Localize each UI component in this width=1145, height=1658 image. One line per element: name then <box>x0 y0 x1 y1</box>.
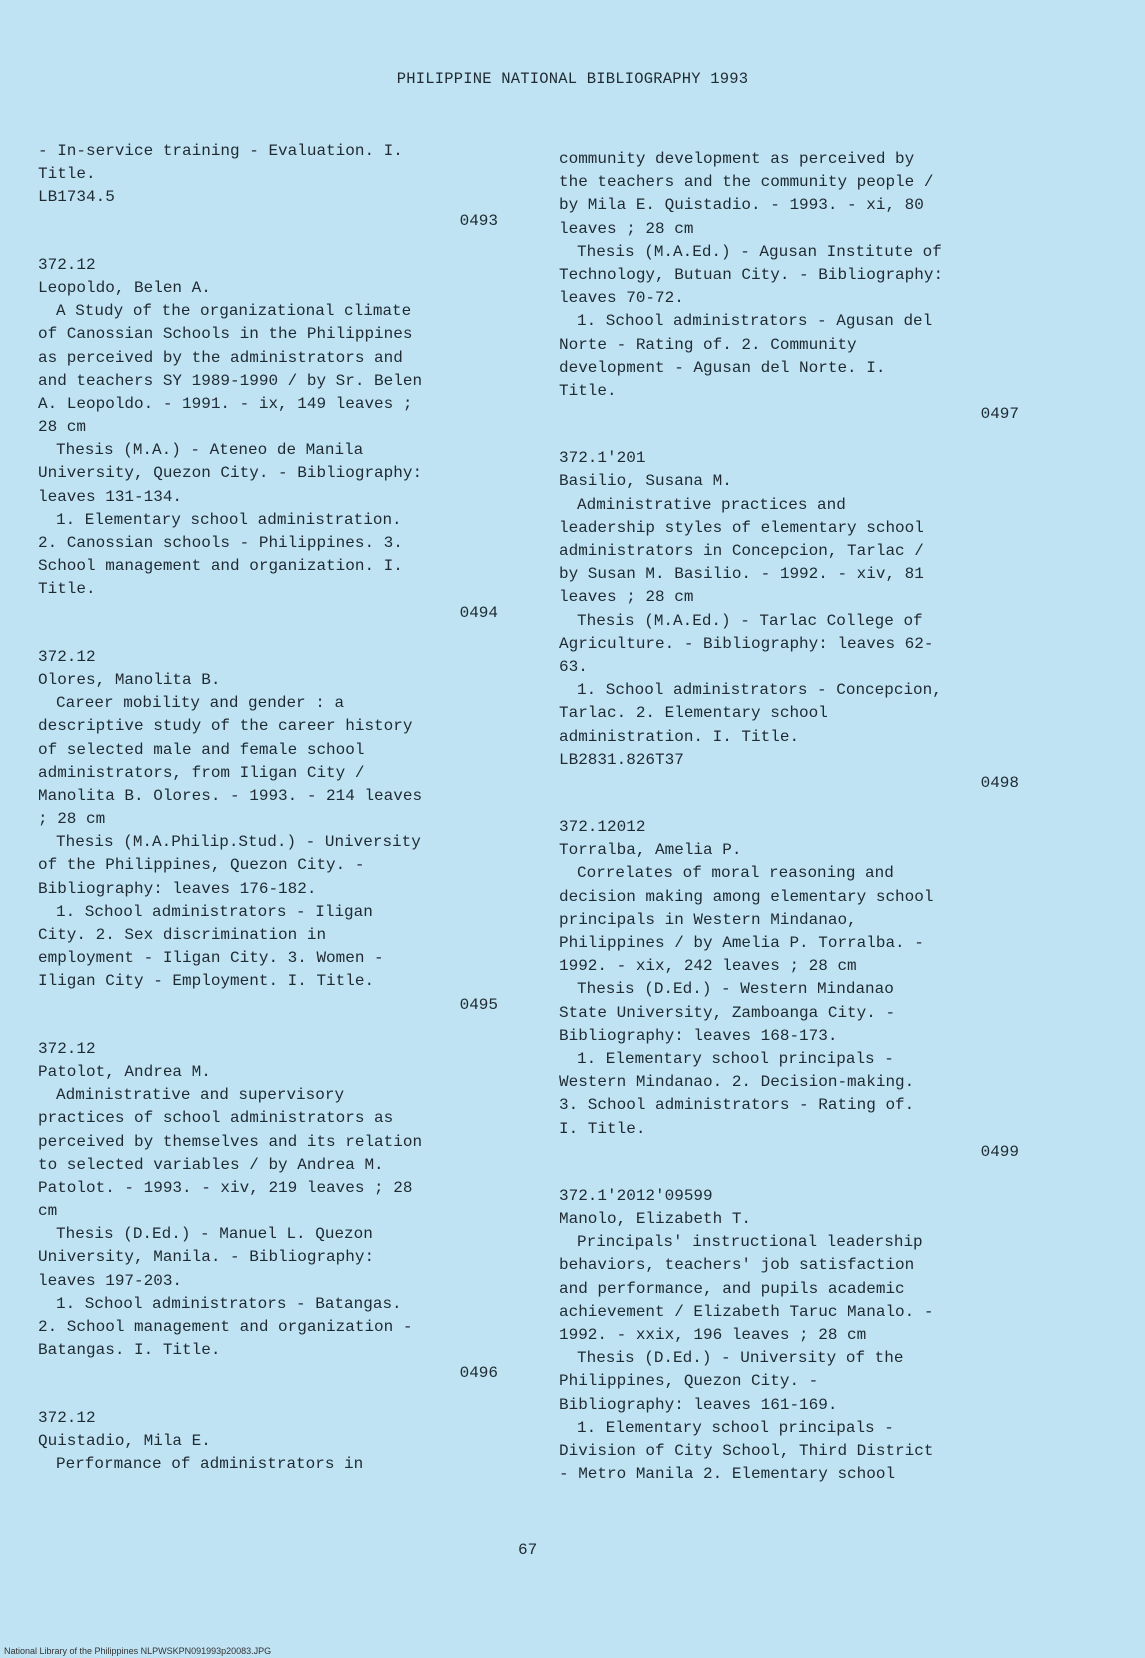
bibliography-entry <box>559 447 1039 795</box>
title-line: Philippines / by Amelia P. Torralba. - <box>559 934 924 952</box>
class-number: 372.12 <box>38 1039 96 1058</box>
fragment-line: LB1734.5 <box>38 188 115 207</box>
title-line: by Susan M. Basilio. - 1992. - xiv, 81 <box>559 565 924 584</box>
title-line: to selected variables / by Andrea M. <box>38 1155 384 1174</box>
thesis-note: Technology, Butuan City. - Bibliography: <box>559 265 944 284</box>
title-line: of Canossian Schools in the Philippines <box>38 325 413 344</box>
class-number: 372.12012 <box>559 818 646 837</box>
title-line: the teachers and the community people / <box>559 173 934 192</box>
class-number: 372.12 <box>38 255 96 274</box>
class-number: 372.1'2012'09599 <box>559 1186 713 1205</box>
continued-entry-fragment <box>38 140 518 233</box>
subject-headings: Norte - Rating of. 2. Community <box>559 335 857 354</box>
title-line: Patolot. - 1993. - xiv, 219 leaves ; 28 <box>38 1178 413 1197</box>
title-line: Performance of administrators in <box>56 1454 364 1473</box>
bibliography-entry <box>38 1038 518 1386</box>
thesis-note: University, Manila. - Bibliography: <box>38 1248 375 1267</box>
class-number: 372.12 <box>38 1408 96 1427</box>
subject-headings: 1. School administrators - Batangas. <box>56 1294 402 1313</box>
entry-number: 0496 <box>459 1364 498 1383</box>
continued-entry-fragment <box>559 148 1039 426</box>
thesis-note: Bibliography: leaves 168-173. <box>559 1026 838 1045</box>
thesis-note: Thesis (M.A.Ed.) - Tarlac College of <box>577 611 923 630</box>
entry-number: 0497 <box>980 405 1019 424</box>
call-number: LB2831.826T37 <box>559 750 684 769</box>
fragment-line: Title. <box>38 165 96 184</box>
page-header: PHILIPPINE NATIONAL BIBLIOGRAPHY 1993 <box>396 70 749 88</box>
subject-headings: 1. Elementary school principals - <box>577 1049 894 1068</box>
thesis-note: Thesis (D.Ed.) - Western Mindanao <box>577 980 894 999</box>
subject-headings: Title. <box>559 381 617 400</box>
title-line: A Study of the organizational climate <box>56 302 412 321</box>
bibliography-entry <box>559 816 1039 1164</box>
thesis-note: Bibliography: leaves 161-169. <box>559 1395 838 1414</box>
thesis-note: Bibliography: leaves 176-182. <box>38 879 317 898</box>
title-line: leaves ; 28 cm <box>559 219 694 238</box>
subject-headings: administration. I. Title. <box>559 727 800 746</box>
thesis-note: leaves 197-203. <box>38 1271 183 1290</box>
title-line: decision making among elementary school <box>559 887 934 906</box>
thesis-note: University, Quezon City. - Bibliography: <box>38 464 423 483</box>
author: Manolo, Elizabeth T. <box>559 1210 752 1229</box>
entry-number: 0498 <box>980 773 1019 792</box>
title-line: by Mila E. Quistadio. - 1993. - xi, 80 <box>559 196 924 215</box>
author: Patolot, Andrea M. <box>38 1062 211 1081</box>
title-line: behaviors, teachers' job satisfaction <box>559 1256 915 1275</box>
thesis-note: leaves 131-134. <box>38 487 183 506</box>
thesis-note: State University, Zamboanga City. - <box>559 1003 896 1022</box>
title-line: ; 28 cm <box>38 810 106 829</box>
title-line: and teachers SY 1989-1990 / by Sr. Belen <box>38 371 423 390</box>
entry-number: 0495 <box>459 995 498 1014</box>
title-line: Administrative and supervisory <box>56 1086 345 1105</box>
subject-headings: 1. School administrators - Agusan del <box>577 312 933 331</box>
title-line: descriptive study of the career history <box>38 717 413 736</box>
left-column <box>38 140 518 1476</box>
thesis-note: Agriculture. - Bibliography: leaves 62- <box>559 634 934 653</box>
title-line: 1992. - xxix, 196 leaves ; 28 cm <box>559 1326 867 1344</box>
subject-headings: 2. Canossian schools - Philippines. 3. <box>38 534 403 552</box>
bibliography-entry <box>38 646 518 1017</box>
class-number: 372.1'201 <box>559 449 646 468</box>
fragment-line: - In-service training - Evaluation. I. <box>38 142 403 160</box>
title-line: 1992. - xix, 242 leaves ; 28 cm <box>559 957 857 976</box>
thesis-note: of the Philippines, Quezon City. - <box>38 856 365 875</box>
title-line: leadership styles of elementary school <box>559 518 924 537</box>
author: Basilio, Susana M. <box>559 472 732 491</box>
entry-number: 0499 <box>980 1142 1019 1161</box>
thesis-note: 63. <box>559 657 588 676</box>
author: Leopoldo, Belen A. <box>38 278 211 297</box>
title-line: 28 cm <box>38 418 87 437</box>
author: Quistadio, Mila E. <box>38 1431 211 1450</box>
title-line: leaves ; 28 cm <box>559 588 694 607</box>
entry-number: 0494 <box>459 603 498 622</box>
title-line: Administrative practices and <box>577 495 846 514</box>
thesis-note: Philippines, Quezon City. - <box>559 1372 819 1391</box>
author: Torralba, Amelia P. <box>559 841 742 860</box>
scan-footer: National Library of the Philippines NLPWSKPN091993p20083.JPG <box>4 1646 272 1656</box>
title-line: achievement / Elizabeth Taruc Manalo. - <box>559 1302 934 1321</box>
subject-headings: Western Mindanao. 2. Decision-making. <box>559 1073 915 1092</box>
subject-headings: Iligan City - Employment. I. Title. <box>38 972 375 991</box>
subject-headings: I. Title. <box>559 1119 646 1138</box>
subject-headings: City. 2. Sex discrimination in <box>38 926 327 944</box>
subject-headings: - Metro Manila 2. Elementary school <box>559 1465 896 1484</box>
bibliography-entry-start <box>559 1185 1039 1486</box>
page-number: 67 <box>518 1541 538 1559</box>
subject-headings: 1. School administrators - Iligan <box>56 902 373 921</box>
subject-headings: Tarlac. 2. Elementary school <box>559 704 828 723</box>
thesis-note: Thesis (M.A.Philip.Stud.) - University <box>56 833 421 852</box>
title-line: as perceived by the administrators and <box>38 348 403 367</box>
entry-number: 0493 <box>459 211 498 230</box>
title-line: of selected male and female school <box>38 740 365 759</box>
thesis-note: leaves 70-72. <box>559 289 684 308</box>
class-number: 372.12 <box>38 647 96 666</box>
title-line: cm <box>38 1202 58 1221</box>
title-line: and performance, and pupils academic <box>559 1279 905 1298</box>
thesis-note: Thesis (M.A.Ed.) - Agusan Institute of <box>577 242 942 261</box>
title-line: A. Leopoldo. - 1991. - ix, 149 leaves ; <box>38 394 413 413</box>
subject-headings: employment - Iligan City. 3. Women - <box>38 949 384 968</box>
subject-headings: School management and organization. I. <box>38 557 403 576</box>
thesis-note: Thesis (D.Ed.) - University of the <box>577 1349 904 1368</box>
subject-headings: 1. Elementary school administration. <box>56 510 402 529</box>
thesis-note: Thesis (D.Ed.) - Manuel L. Quezon <box>56 1225 373 1244</box>
subject-headings: Title. <box>38 580 96 599</box>
title-line: administrators, from Iligan City / <box>38 763 365 782</box>
title-line: community development as perceived by <box>559 150 915 168</box>
title-line: Principals' instructional leadership <box>577 1233 923 1252</box>
subject-headings: 1. School administrators - Concepcion, <box>577 681 942 700</box>
bibliography-entry <box>38 254 518 625</box>
subject-headings: 2. School management and organization - <box>38 1318 413 1336</box>
right-column <box>559 148 1039 1486</box>
author: Olores, Manolita B. <box>38 670 221 689</box>
subject-headings: Batangas. I. Title. <box>38 1341 221 1360</box>
subject-headings: 3. School administrators - Rating of. <box>559 1096 915 1115</box>
bibliography-entry-start <box>38 1407 518 1477</box>
title-line: perceived by themselves and its relation <box>38 1132 423 1151</box>
title-line: principals in Western Mindanao, <box>559 910 857 929</box>
title-line: practices of school administrators as <box>38 1109 394 1128</box>
subject-headings: 1. Elementary school principals - <box>577 1418 894 1437</box>
thesis-note: Thesis (M.A.) - Ateneo de Manila <box>56 441 364 460</box>
title-line: Correlates of moral reasoning and <box>577 864 894 883</box>
title-line: administrators in Concepcion, Tarlac / <box>559 542 924 560</box>
title-line: Career mobility and gender : a <box>56 694 345 713</box>
subject-headings: development - Agusan del Norte. I. <box>559 358 886 377</box>
subject-headings: Division of City School, Third District <box>559 1441 934 1460</box>
title-line: Manolita B. Olores. - 1993. - 214 leaves <box>38 786 423 805</box>
